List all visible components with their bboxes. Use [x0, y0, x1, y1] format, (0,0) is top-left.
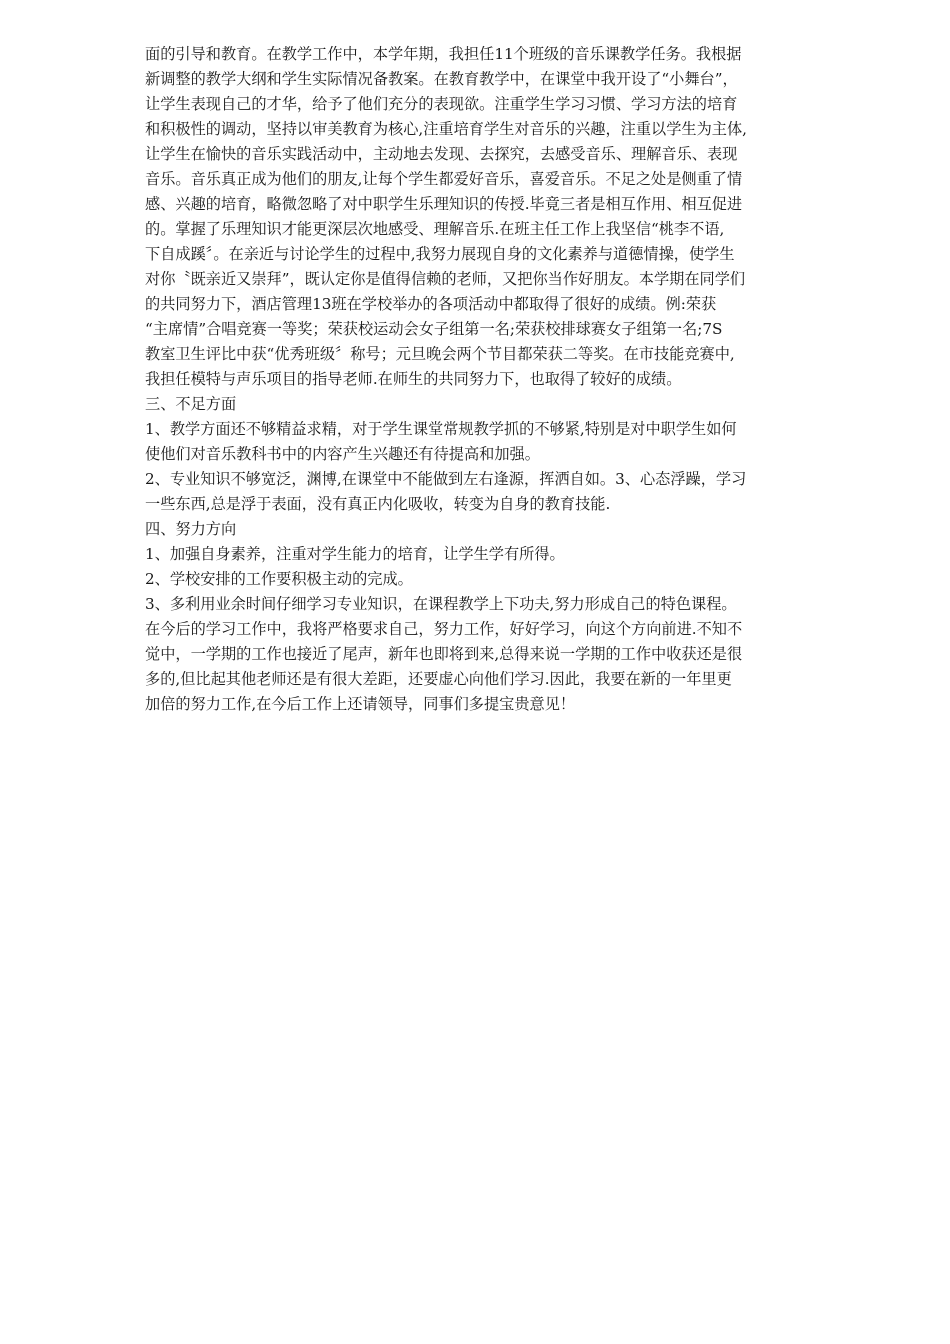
text-line: 2、专业知识不够宽泛，渊博,在课堂中不能做到左右逢源，挥洒自如。3、心态浮躁，学习 [145, 470, 747, 488]
document-body [145, 42, 817, 717]
text-line: 和积极性的调动，坚持以审美教育为核心,注重培育学生对音乐的兴趣，注重以学生为主体, [145, 120, 747, 138]
text-line: 一些东西,总是浮于表面，没有真正内化吸收，转变为自身的教育技能. [145, 495, 611, 513]
text-line: “主席情”合唱竞赛一等奖；荣获校运动会女子组第一名;荣获校排球赛女子组第一名;7S [145, 320, 723, 338]
text-line: 3、多利用业余时间仔细学习专业知识，在课程教学上下功夫,努力形成自己的特色课程。 [145, 595, 737, 613]
text-line: 让学生在愉快的音乐实践活动中，主动地去发现、去探究，去感受音乐、理解音乐、表现 [145, 145, 738, 163]
text-line: 觉中，一学期的工作也接近了尾声，新年也即将到来,总得来说一学期的工作中收获还是很 [145, 645, 743, 663]
text-line: 新调整的教学大纲和学生实际情况备教案。在教育教学中，在课堂中我开设了“小舞台”， [145, 70, 738, 88]
text-line: 的。掌握了乐理知识才能更深层次地感受、理解音乐.在班主任工作上我坚信“桃李不语, [145, 220, 725, 238]
section-heading-shortcomings: 三、不足方面 [145, 395, 237, 413]
text-line: 教室卫生评比中获“优秀班级〞称号；元旦晚会两个节目都荣获二等奖。在市技能竞赛中, [145, 345, 735, 363]
text-line: 面的引导和教育。在教学工作中，本学年期，我担任11个班级的音乐课教学任务。我根据 [145, 45, 742, 63]
text-line: 感、兴趣的培育，略微忽略了对中职学生乐理知识的传授.毕竟三者是相互作用、相互促进 [145, 195, 743, 213]
text-line: 音乐。音乐真正成为他们的朋友,让每个学生都爱好音乐，喜爱音乐。不足之处是侧重了情 [145, 170, 743, 188]
text-line: 1、教学方面还不够精益求精，对于学生课堂常规教学抓的不够紧,特别是对中职学生如何 [145, 420, 737, 438]
text-line: 的共同努力下，酒店管理13班在学校举办的各项活动中都取得了很好的成绩。例:荣获 [145, 295, 717, 313]
section-heading-direction: 四、努力方向 [145, 520, 237, 538]
text-line: 加倍的努力工作,在今后工作上还请领导，同事们多提宝贵意见！ [145, 695, 576, 713]
text-line: 多的,但比起其他老师还是有很大差距，还要虚心向他们学习.因此，我要在新的一年里更 [145, 670, 732, 688]
text-line: 2、学校安排的工作要积极主动的完成。 [145, 570, 413, 588]
text-line: 使他们对音乐教科书中的内容产生兴趣还有待提高和加强。 [145, 445, 540, 463]
text-line: 1、加强自身素养，注重对学生能力的培育，让学生学有所得。 [145, 545, 565, 563]
text-line: 让学生表现自己的才华，给予了他们充分的表现欲。注重学生学习习惯、学习方法的培育 [145, 95, 738, 113]
text-line: 下自成蹊〞。在亲近与讨论学生的过程中,我努力展现自身的文化素养与道德情操，使学生 [145, 245, 735, 263]
text-line: 在今后的学习工作中，我将严格要求自己，努力工作，好好学习，向这个方向前进.不知不 [145, 620, 743, 638]
text-line: 我担任模特与声乐项目的指导老师.在师生的共同努力下，也取得了较好的成绩。 [145, 370, 682, 388]
text-line: 对你〝既亲近又崇拜”，既认定你是值得信赖的老师，又把你当作好朋友。本学期在同学们 [145, 270, 746, 288]
